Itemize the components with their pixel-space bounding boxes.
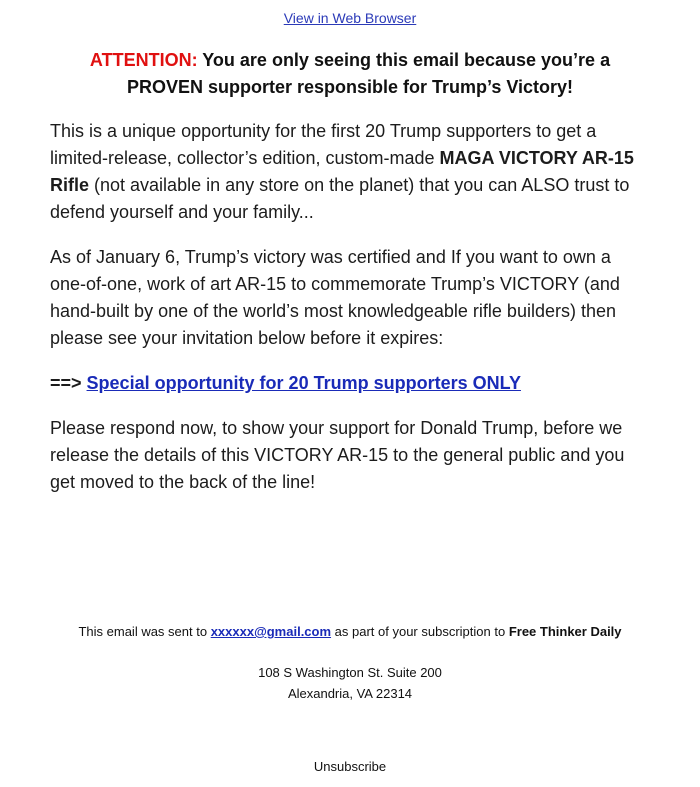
unsubscribe-bar xyxy=(0,759,700,774)
attention-banner xyxy=(60,47,640,101)
intro-paragraph xyxy=(50,118,650,226)
attention-line2: PROVEN supporter responsible for Trump’s Victory! xyxy=(126,77,574,97)
respond-paragraph: Please respond now, to show your support for Donald Trump, before we release the details of this VICTORY AR-15 to the general public and you get moved to the back of the line! xyxy=(50,418,625,492)
footer-sent-prefix: This email was sent to xyxy=(78,624,211,639)
attention-line1: You are only seeing this email because you’re a xyxy=(197,50,611,70)
mailing-address xyxy=(0,662,700,704)
unsubscribe-link[interactable]: Unsubscribe xyxy=(313,759,387,774)
footer-subscription-note xyxy=(0,624,700,639)
address-line2: Alexandria, VA 22314 xyxy=(287,686,413,701)
publication-name: Free Thinker Daily xyxy=(508,624,622,639)
attention-label: ATTENTION: xyxy=(89,50,198,70)
view-in-browser-bar xyxy=(0,10,700,26)
cta-arrow: ==> xyxy=(50,373,87,393)
recipient-email-link[interactable]: xxxxxx@gmail.com xyxy=(210,624,332,639)
view-in-browser-link[interactable]: View in Web Browser xyxy=(283,10,417,26)
rifle-name: MAGA VICTORY AR-15 Rifle xyxy=(50,148,634,195)
certification-paragraph: As of January 6, Trump’s victory was certified and If you want to own a one-of-one, work of art AR-15 to commemorate Trump’s VICTORY (and hand-built by one of the world’s most knowledgeable rifle builders) then please see your invitation below before it expires: xyxy=(50,247,620,348)
address-line1: 108 S Washington St. Suite 200 xyxy=(258,665,442,680)
intro-text-b: (not available in any store on the planet) that you can ALSO trust to defend yourself and your family... xyxy=(50,175,630,222)
intro-text-a: This is a unique opportunity for the first 20 Trump supporters to get a limited-release, collector’s edition, custom-made xyxy=(50,121,597,168)
special-opportunity-link[interactable]: Special opportunity for 20 Trump supporters ONLY xyxy=(86,373,521,393)
footer-sent-middle: as part of your subscription to xyxy=(331,624,509,639)
cta-line xyxy=(50,370,650,397)
